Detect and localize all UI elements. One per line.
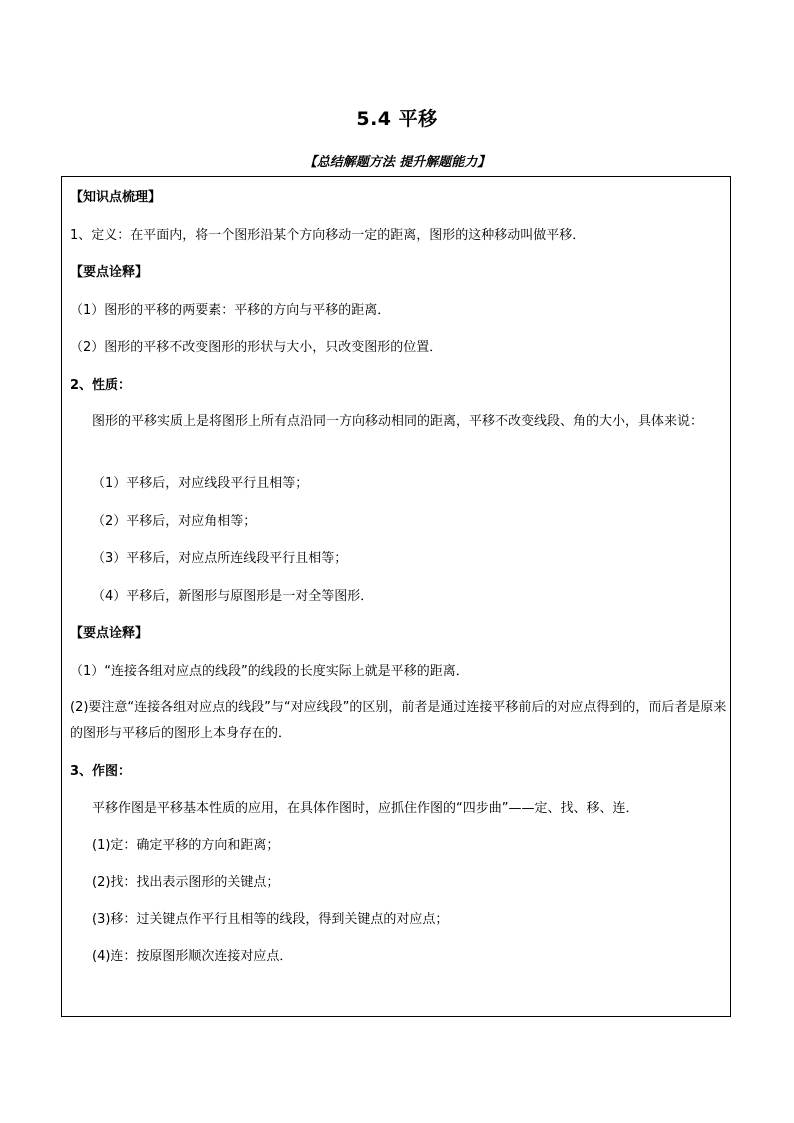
page-title: 5.4 平移 [356,108,438,130]
property-item-4: （4）平移后，新图形与原图形是一对全等图形． [92,589,374,604]
note1-item-2: （2）图形的平移不改变图形的形状与大小，只改变图形的位置． [70,340,443,355]
note2-item-2: (2)要注意“连接各组对应点的线段”与“对应线段”的区别，前者是通过连接平移前后的对应点得到的，而后者是原来的图形与平移后的图形上本身存在的． [70,700,727,741]
definition-text: 1、定义：在平面内，将一个图形沿某个方向移动一定的距离，图形的这种移动叫做平移． [70,228,586,243]
heading-drawing: 3、作图： [70,764,132,779]
heading-knowledge: 【知识点梳理】 [70,190,162,205]
drawing-step-4: (4)连：按原图形顺次连接对应点． [92,949,293,964]
drawing-step-1: (1)定：确定平移的方向和距离； [92,838,280,853]
note2-item-1: （1）“连接各组对应点的线段”的线段的长度实际上就是平移的距离． [70,664,469,679]
heading-note-2: 【要点诠释】 [70,626,149,641]
heading-property: 2、性质： [70,378,132,393]
drawing-intro: 平移作图是平移基本性质的应用，在具体作图时，应抓住作图的“四步曲”——定、找、移、连． [92,801,639,816]
property-intro: 图形的平移实质上是将图形上所有点沿同一方向移动相同的距离，平移不改变线段、角的大小，具体来说： [92,414,704,429]
heading-note-1: 【要点诠释】 [70,265,149,280]
property-item-3: （3）平移后，对应点所连线段平行且相等； [92,551,348,566]
drawing-step-2: (2)找：找出表示图形的关键点； [92,875,280,890]
property-item-1: （1）平移后，对应线段平行且相等； [92,476,309,491]
property-item-2: （2）平移后，对应角相等； [92,514,257,529]
drawing-step-3: (3)移：过关键点作平行且相等的线段，得到关键点的对应点； [92,912,449,927]
page-subtitle: 【总结解题方法 提升解题能力】 [303,155,491,170]
note1-item-1: （1）图形的平移的两要素：平移的方向与平移的距离． [70,303,391,318]
